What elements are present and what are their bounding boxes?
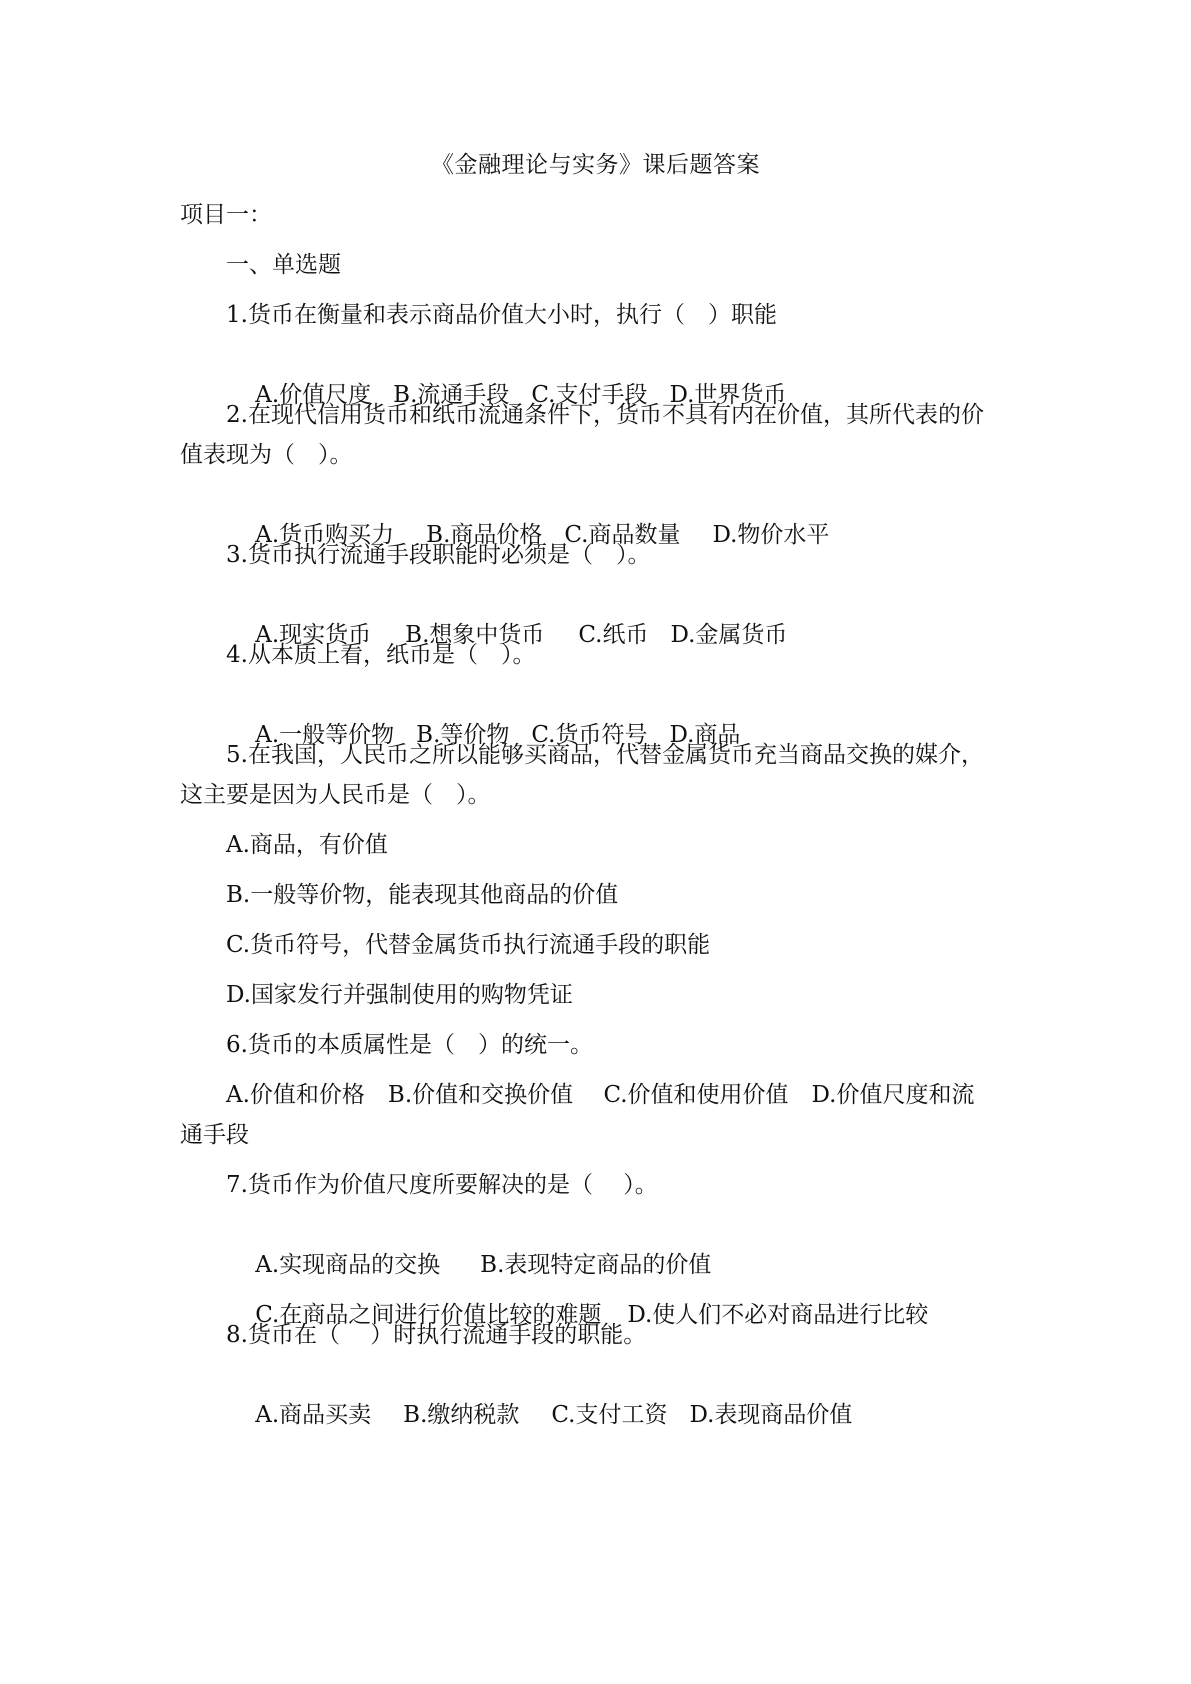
question-7-option-b: B.表现特定商品的价值 [480,1252,712,1278]
document-title: 《金融理论与实务》课后题答案 [431,152,760,178]
question-1-option-a: A.价值尺度 [255,382,372,408]
question-7-option-d: D.使人们不必对商品进行比较 [627,1302,929,1328]
question-8-option-a: A.商品买卖 [255,1402,372,1428]
question-5-stem-line1: 5.在我国，人民币之所以能够买商品，代替金属货币充当商品交换的媒介， [226,742,984,768]
question-3-option-c: C.纸币 [578,622,649,648]
question-4-stem: 4.从本质上看，纸币是（ ）。 [226,642,536,668]
question-7-option-c: C.在商品之间进行价值比较的难题 [255,1302,602,1328]
question-4-option-d: D.商品 [669,722,741,748]
question-5-stem-line2: 这主要是因为人民币是（ ）。 [180,782,491,808]
question-4-option-c: C.货币符号 [531,722,648,748]
section-heading: 一、单选题 [226,252,341,278]
question-1-option-c: C.支付手段 [531,382,648,408]
question-2-option-d: D.物价水平 [712,522,830,548]
question-4-option-a: A.一般等价物 [255,722,395,748]
question-2-stem-line2: 值表现为（ ）。 [180,442,353,468]
question-1-stem: 1.货币在衡量和表示商品价值大小时，执行（ ）职能 [226,302,777,328]
question-7-option-a: A.实现商品的交换 [255,1252,441,1278]
question-3-option-d: D.金属货币 [670,622,788,648]
question-1-option-d: D.世界货币 [669,382,787,408]
question-2-option-b: B.商品价格 [426,522,543,548]
question-5-option-b: B.一般等价物，能表现其他商品的价值 [226,882,619,908]
question-5-option-d: D.国家发行并强制使用的购物凭证 [226,982,573,1008]
question-2-option-a: A.货币购买力 [255,522,395,548]
question-1-option-b: B.流通手段 [393,382,510,408]
question-2-option-c: C.商品数量 [564,522,681,548]
question-6-options-line2: 通手段 [180,1122,249,1148]
question-6-options-line1: A.价值和价格 B.价值和交换价值 C.价值和使用价值 D.价值尺度和流 [226,1082,975,1108]
question-3-option-b: B.想象中货币 [405,622,545,648]
question-3-stem: 3.货币执行流通手段职能时必须是（ ）。 [226,542,651,568]
question-2-stem-line1: 2.在现代信用货币和纸币流通条件下，货币不具有内在价值，其所代表的价 [226,402,984,428]
question-7-stem: 7.货币作为价值尺度所要解决的是（ ）。 [226,1172,658,1198]
question-4-option-b: B.等价物 [416,722,510,748]
question-3-option-a: A.现实货币 [255,622,372,648]
project-heading: 项目一： [180,202,272,228]
question-6-stem: 6.货币的本质属性是（ ）的统一。 [226,1032,593,1058]
question-5-option-a: A.商品，有价值 [226,832,388,858]
question-8-option-c: C.支付工资 [551,1402,668,1428]
question-8-options [180,1370,1066,1460]
question-8-option-d: D.表现商品价值 [689,1402,853,1428]
question-8-option-b: B.缴纳税款 [403,1402,520,1428]
question-8-stem: 8.货币在（ ）时执行流通手段的职能。 [226,1322,647,1348]
question-5-option-c: C.货币符号，代替金属货币执行流通手段的职能 [226,932,711,958]
